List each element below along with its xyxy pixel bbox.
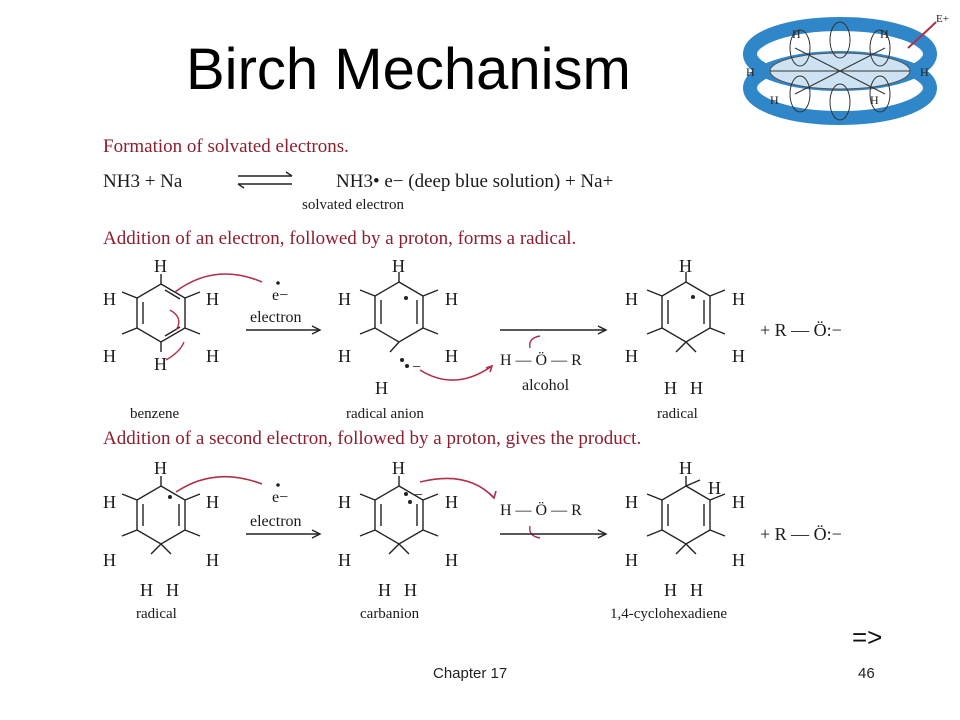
svg-text:H: H — [690, 580, 703, 600]
section1-product: NH3• e− (deep blue solution) + Na+ — [336, 171, 614, 192]
svg-text:H: H — [445, 289, 458, 309]
svg-text:H: H — [154, 256, 167, 276]
svg-text:H: H — [792, 27, 801, 41]
svg-text:−: − — [414, 487, 424, 504]
svg-text:−: − — [412, 359, 422, 376]
svg-text:H: H — [920, 65, 929, 79]
svg-text:H: H — [206, 550, 219, 570]
svg-text:H: H — [338, 550, 351, 570]
label-benzene: benzene — [130, 406, 180, 422]
logo-h-label: H — [746, 65, 755, 79]
label-radical-2: radical — [136, 606, 177, 622]
electron-label-1: e− — [272, 287, 289, 304]
svg-text:H: H — [625, 492, 638, 512]
logo-electrophile-label: E+ — [936, 13, 949, 25]
label-cyclohexadiene: 1,4-cyclohexadiene — [610, 606, 728, 622]
svg-text:H: H — [338, 346, 351, 366]
svg-text:H: H — [625, 289, 638, 309]
electron-label-2: e− — [272, 489, 289, 506]
section3-heading: Addition of a second electron, followed by a proton, gives the product. — [103, 428, 642, 449]
svg-text:H: H — [679, 256, 692, 276]
radical-ring-2 — [122, 476, 200, 554]
svg-text:H: H — [445, 492, 458, 512]
svg-text:H: H — [679, 458, 692, 478]
svg-text:H: H — [732, 492, 745, 512]
carbanion-ring — [360, 476, 438, 554]
svg-text:H: H — [378, 580, 391, 600]
svg-text:H: H — [140, 580, 153, 600]
svg-text:H: H — [625, 346, 638, 366]
svg-text:H: H — [732, 289, 745, 309]
svg-text:H: H — [206, 346, 219, 366]
section1-product-note: solvated electron — [302, 197, 405, 213]
section1-heading: Formation of solvated electrons. — [103, 136, 349, 157]
svg-text:H: H — [664, 378, 677, 398]
alcohol-label: alcohol — [522, 377, 570, 394]
svg-text:H: H — [338, 492, 351, 512]
svg-text:H: H — [732, 346, 745, 366]
svg-text:H: H — [445, 550, 458, 570]
svg-text:H: H — [770, 93, 779, 107]
svg-text:H: H — [154, 354, 167, 374]
svg-text:H: H — [690, 378, 703, 398]
label-carbanion: carbanion — [360, 606, 420, 622]
byproduct-2: + R — Ö:− — [760, 524, 842, 544]
svg-text:H: H — [166, 580, 179, 600]
label-radical-anion: radical anion — [346, 406, 424, 422]
svg-text:H: H — [445, 346, 458, 366]
svg-text:H: H — [392, 256, 405, 276]
electron-word-2: electron — [250, 513, 302, 530]
svg-text:H: H — [375, 378, 388, 398]
svg-text:H: H — [625, 550, 638, 570]
svg-text:H: H — [880, 27, 889, 41]
svg-text:H: H — [392, 458, 405, 478]
footer-chapter: Chapter 17 — [433, 665, 508, 682]
alcohol-formula-2: H — Ö — R — [500, 502, 582, 519]
section2-heading: Addition of an electron, followed by a proton, forms a radical. — [103, 228, 577, 249]
svg-text:H: H — [103, 346, 116, 366]
svg-text:H: H — [103, 492, 116, 512]
svg-text:H: H — [404, 580, 417, 600]
svg-text:H: H — [338, 289, 351, 309]
svg-text:H: H — [732, 550, 745, 570]
svg-text:H: H — [206, 289, 219, 309]
svg-text:H: H — [206, 492, 219, 512]
svg-text:H: H — [103, 550, 116, 570]
svg-text:H: H — [103, 289, 116, 309]
next-slide-arrow[interactable]: => — [852, 622, 883, 652]
byproduct-1: + R — Ö:− — [760, 320, 842, 340]
svg-text:H: H — [154, 458, 167, 478]
svg-text:H: H — [708, 478, 721, 498]
slide-title: Birch Mechanism — [186, 37, 631, 102]
page-number: 46 — [858, 665, 875, 682]
section1-reactant: NH3 + Na — [103, 171, 183, 192]
svg-text:H: H — [664, 580, 677, 600]
label-radical-1: radical — [657, 406, 698, 422]
svg-text:H: H — [870, 93, 879, 107]
electron-word-1: electron — [250, 309, 302, 326]
alcohol-formula-1: H — Ö — R — [500, 352, 582, 369]
